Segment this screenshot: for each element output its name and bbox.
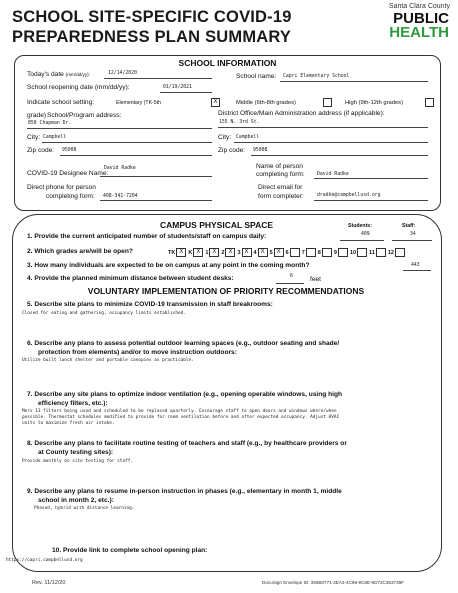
grade-label: 5 (269, 249, 273, 256)
todays-date-value[interactable]: 12/14/2020 (108, 71, 137, 76)
desk-distance-unit: feet (310, 276, 321, 283)
question-5: 5. Describe site plans to minimize COVID-19 transmission in staff breakrooms: (27, 301, 273, 308)
grade-label: TK (168, 249, 176, 256)
grade-label: 4 (253, 249, 257, 256)
district-zip-underline (251, 155, 428, 156)
district-zip-label: Zip code: (218, 147, 246, 154)
staff-count-value[interactable]: 34 (410, 232, 416, 237)
grade-checkbox[interactable] (306, 248, 316, 257)
question-9-line-2: school in month 2, etc.): (38, 497, 114, 504)
question-8-line-2: at County testing sites): (38, 449, 114, 456)
grade-checkbox[interactable]: X (225, 248, 235, 257)
page-title-line1: SCHOOL SITE-SPECIFIC COVID-19 (12, 8, 292, 26)
district-address-underline (218, 127, 428, 128)
answer-10-link[interactable]: https://capri.campbellusd.org (6, 558, 83, 563)
answer-9[interactable]: Phased, hybrid with distance learning. (34, 506, 135, 511)
grade-checkbox[interactable]: X (209, 248, 219, 257)
grade-label: 10 (349, 249, 357, 256)
grade-option (188, 248, 203, 257)
grade-checkbox[interactable]: X (274, 248, 284, 257)
question-6-line-1: 6. Describe any plans to assess potential outdoor learning spaces (e.g., outdoor seating and shade/ (27, 340, 340, 347)
grade-option (221, 248, 235, 257)
grade-label: K (188, 249, 193, 256)
program-address-value[interactable]: 850 Chapman Dr. (28, 121, 72, 126)
answer-6[interactable]: Utilize built lunch shelter and portable canopies as practicable. (22, 358, 194, 363)
completing-name-value[interactable]: David Radke (317, 172, 349, 177)
question-7-line-1: 7. Describe any site plans to optimize indoor ventilation (e.g., opening operable windows, using high (27, 391, 343, 398)
grade-label: 11 (369, 249, 375, 256)
reopen-date-value[interactable]: 01/19/2021 (163, 85, 192, 90)
logo-county-text: Santa Clara County (388, 3, 450, 10)
answer-8[interactable]: Provide monthly on site testing for staff. (22, 459, 134, 464)
district-city-underline (234, 142, 428, 143)
students-count-underline (340, 240, 384, 241)
desk-distance-underline (276, 283, 304, 284)
reopen-date-label: School reopening date (mm/dd/yy): (27, 84, 130, 91)
grade-option (350, 248, 367, 257)
reopen-date-underline (160, 92, 212, 93)
question-7-line-2: efficiency filters, etc.): (38, 400, 108, 407)
grade-checkbox[interactable] (395, 248, 405, 257)
staff-count-underline (392, 240, 432, 241)
answer-7-line-2[interactable]: possible. Thermostat schedules modified to provide for room ventilation before and after expected occupancy. Adjust HVAC (22, 415, 340, 420)
setting-label: Indicate school setting: (27, 99, 95, 106)
grade-option (286, 248, 300, 257)
designee-value[interactable]: David Radke (104, 166, 136, 171)
setting-elementary-label: Elementary (TK-5th (116, 100, 161, 106)
zip-value[interactable]: 95008 (62, 148, 77, 153)
grades-checkbox-row (168, 248, 407, 257)
todays-date-label: Today's date (mm/dd/yy): (27, 71, 90, 78)
docusign-envelope-id: DocuSign Envelope ID: 355B0771-4EA3-4C95-9C8E-9D72C353739F (262, 580, 404, 585)
school-name-value[interactable]: Capri Elementary School (283, 74, 350, 79)
question-8-line-1: 8. Describe any plans to facilitate routine testing of teachers and staff (e.g., by healthcare providers or (27, 440, 347, 447)
grade-checkbox[interactable]: X (242, 248, 252, 257)
grade-label: 12 (387, 249, 394, 256)
grade-label: 6 (285, 249, 289, 256)
phone-underline (100, 200, 212, 201)
grade-label: 3 (237, 249, 241, 256)
grade-checkbox[interactable] (376, 248, 386, 257)
voluntary-implementation-title: VOLUNTARY IMPLEMENTATION OF PRIORITY RECOMMENDATIONS (87, 286, 365, 296)
grade-option (254, 248, 268, 257)
grade-option (334, 248, 348, 257)
question-9-line-1: 9. Describe any plans to resume in-person instruction in phases (e.g., elementary in month 1, middle (27, 488, 342, 495)
school-name-label: School name: (236, 73, 277, 80)
setting-elementary-checkbox[interactable]: X (211, 98, 220, 107)
school-name-underline (280, 81, 428, 82)
setting-middle-label: Middle (6th-8th grades) (236, 100, 296, 106)
grade-option (168, 248, 186, 257)
email-underline (314, 200, 428, 201)
city-label: City: (27, 134, 41, 141)
individuals-count-value[interactable]: 443 (411, 263, 420, 268)
question-4: 4. Provide the planned minimum distance between student desks: (27, 275, 234, 282)
completing-name-label-1: Name of person (256, 163, 303, 170)
district-address-value[interactable]: 155 N. 3rd St. (219, 120, 260, 125)
grade-option (388, 248, 405, 257)
question-3: 3. How many individuals are expected to be on campus at any point in the coming month? (27, 262, 310, 269)
answer-7-line-3[interactable]: units to maximize fresh air intake. (22, 421, 115, 426)
question-1: 1. Provide the current anticipated number of students/staff on campus daily: (27, 233, 267, 240)
grade-option (270, 248, 284, 257)
grade-checkbox[interactable]: X (193, 248, 203, 257)
completing-name-underline (314, 178, 428, 179)
zip-underline (60, 155, 212, 156)
grade-label: 8 (317, 249, 321, 256)
phone-value[interactable]: 408-341-7204 (103, 194, 138, 199)
question-10: 10. Provide link to complete school opening plan: (52, 547, 208, 554)
district-city-value[interactable]: Campbell (236, 135, 260, 140)
logo-public-text: PUBLIC (393, 10, 449, 27)
question-2: 2. Which grades are/will be open? (27, 248, 133, 255)
grade-checkbox[interactable] (338, 248, 348, 257)
zip-label: Zip code: (27, 147, 55, 154)
setting-high-label: High (9th-12th grades) (345, 100, 404, 106)
setting-middle-checkbox[interactable] (323, 98, 332, 107)
public-health-logo (389, 12, 449, 40)
campus-physical-space-title: CAMPUS PHYSICAL SPACE (160, 220, 274, 230)
email-label-1: Direct email for (258, 184, 303, 191)
grade-option (302, 248, 316, 257)
designee-underline (100, 176, 212, 177)
grade-checkbox[interactable]: X (176, 248, 186, 257)
phone-label-1: Direct phone for person (27, 184, 96, 191)
grade-option (369, 248, 386, 257)
school-information-title: SCHOOL INFORMATION (178, 58, 277, 68)
grade-label: 9 (333, 249, 337, 256)
email-value[interactable]: dradke@campbellusd.org (317, 193, 381, 198)
grade-checkbox[interactable] (290, 248, 300, 257)
grade-option (237, 248, 251, 257)
district-address-label: District Office/Main Administration address (if applicable): (218, 110, 385, 117)
email-label-2: form completer: (258, 193, 304, 200)
district-city-label: City: (218, 134, 232, 141)
logo-health-text: HEALTH (389, 24, 449, 41)
program-address-label: School/Program address: (47, 112, 122, 119)
grade-checkbox[interactable] (357, 248, 367, 257)
question-6-line-2: protection from elements) and/or to move instruction outdoors: (38, 349, 237, 356)
grade-checkbox[interactable]: X (258, 248, 268, 257)
grade-label: 1 (205, 249, 209, 256)
grade-checkbox[interactable] (322, 248, 332, 257)
designee-label: COVID-19 Designee Name: (27, 170, 109, 177)
students-label: Students: (348, 223, 372, 229)
revision-date: Rev. 11/12/20 (32, 580, 66, 586)
city-underline (42, 142, 212, 143)
grade-option (205, 248, 219, 257)
grade-option (318, 248, 332, 257)
city-value[interactable]: Campbell (43, 135, 67, 140)
program-address-underline (27, 128, 212, 129)
district-zip-value[interactable]: 95008 (253, 148, 268, 153)
staff-label: Staff: (402, 223, 416, 229)
page-title-line2: PREPAREDNESS PLAN SUMMARY (12, 28, 292, 46)
phone-label-2: completing form: (46, 193, 95, 200)
completing-name-label-2: completing form: (256, 171, 305, 178)
answer-7-line-1[interactable]: Merv 13 filters being used and scheduled to be replaced quarterly. Encourage staff to open doors and windows where/when (22, 409, 337, 414)
students-count-value[interactable]: 409 (361, 232, 370, 237)
desk-distance-value[interactable]: 6 (290, 274, 293, 279)
grade-label: 7 (301, 249, 305, 256)
setting-elementary-grade: grade) (27, 112, 47, 119)
grade-label: 2 (221, 249, 225, 256)
todays-date-underline (104, 78, 212, 79)
individuals-count-underline (403, 270, 431, 271)
setting-high-checkbox[interactable] (425, 98, 434, 107)
answer-5[interactable]: Closed for eating and gathering, occupancy limits established. (22, 311, 186, 316)
